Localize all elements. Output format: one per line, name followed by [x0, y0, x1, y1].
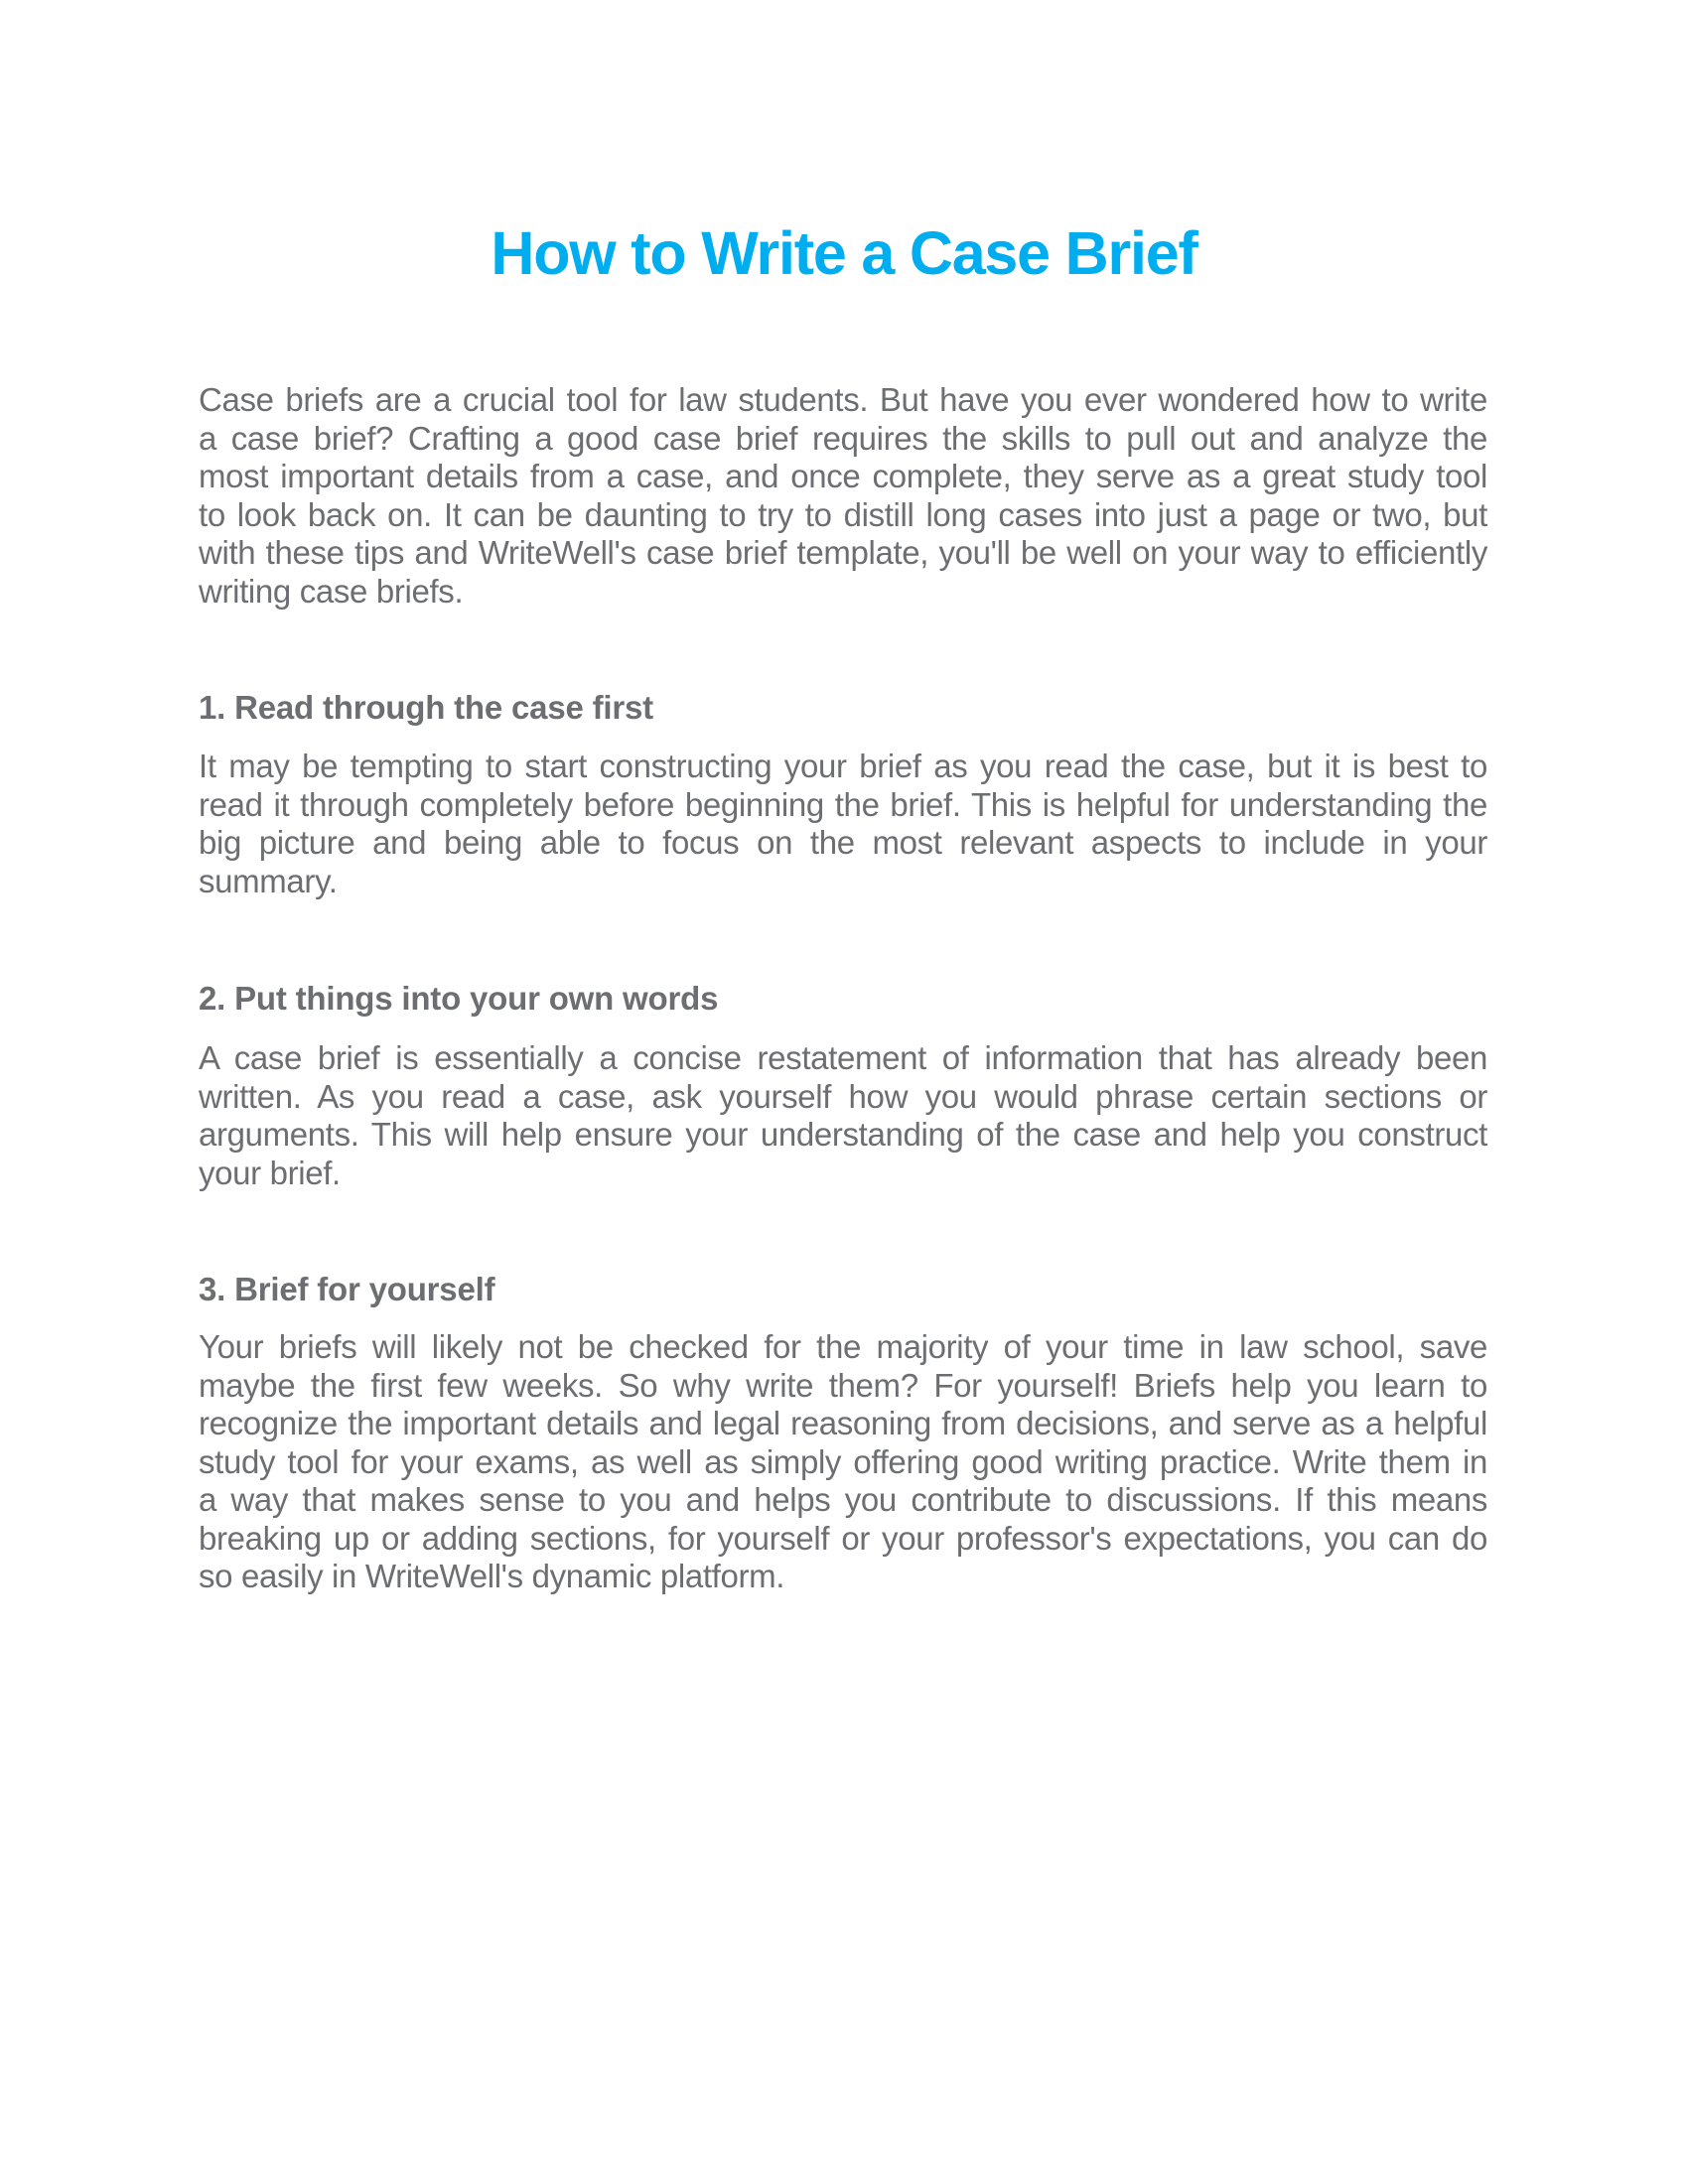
paragraph-line: study tool for your exams, as well as simply offering good writing practice. Write them in: [199, 1442, 1487, 1480]
paragraph-line: Case briefs are a crucial tool for law students. But have you ever wondered how to write: [199, 381, 1487, 418]
paragraph-line: It may be tempting to start constructing your brief as you read the case, but it is best to: [199, 748, 1487, 784]
page-title: How to Write a Case Brief: [491, 219, 1197, 287]
section-2-paragraph: [199, 1039, 1487, 1192]
paragraph-line: A case brief is essentially a concise restatement of information that has already been: [199, 1039, 1487, 1076]
section-heading: 1. Read through the case first: [199, 689, 653, 726]
paragraph-line: your brief.: [199, 1154, 341, 1191]
paragraph-line: written. As you read a case, ask yourself how you would phrase certain sections or: [199, 1077, 1487, 1115]
section-3-heading-block: [199, 1271, 1487, 1309]
paragraph-line: so easily in WriteWell's dynamic platform.: [199, 1558, 785, 1594]
paragraph-line: maybe the first few weeks. So why write them? For yourself! Briefs help you learn to: [199, 1366, 1487, 1404]
section-1-heading-block: [199, 689, 1487, 728]
paragraph-line: a case brief? Crafting a good case brief requires the skills to pull out and analyze the: [199, 419, 1487, 457]
section-heading: 3. Brief for yourself: [199, 1271, 495, 1307]
paragraph-line: Your briefs will likely not be checked for the majority of your time in law school, save: [199, 1328, 1487, 1365]
paragraph-line: arguments. This will help ensure your understanding of the case and help you construct: [199, 1116, 1487, 1153]
section-1-paragraph: [199, 748, 1487, 900]
paragraph-line: to look back on. It can be daunting to try to distill long cases into just a page or two, but: [199, 495, 1487, 533]
paragraph-line: summary.: [199, 862, 338, 899]
paragraph-line: recognize the important details and legal reasoning from decisions, and serve as a helpful: [199, 1405, 1487, 1441]
paragraph-line: big picture and being able to focus on the most relevant aspects to include in your: [199, 824, 1487, 861]
paragraph-line: with these tips and WriteWell's case brief template, you'll be well on your way to efficiently: [199, 534, 1487, 571]
section-2-heading-block: [199, 980, 1487, 1019]
section-3-paragraph: [199, 1328, 1487, 1596]
paragraph-line: breaking up or adding sections, for yourself or your professor's expectations, you can do: [199, 1519, 1487, 1557]
section-heading: 2. Put things into your own words: [199, 980, 719, 1017]
paragraph-line: most important details from a case, and once complete, they serve as a great study tool: [199, 458, 1487, 494]
paragraph-line: a way that makes sense to you and helps you contribute to discussions. If this means: [199, 1481, 1487, 1518]
paragraph-line: writing case briefs.: [199, 572, 464, 610]
intro-paragraph: [199, 381, 1487, 611]
paragraph-line: read it through completely before beginning the brief. This is helpful for understanding the: [199, 785, 1487, 823]
